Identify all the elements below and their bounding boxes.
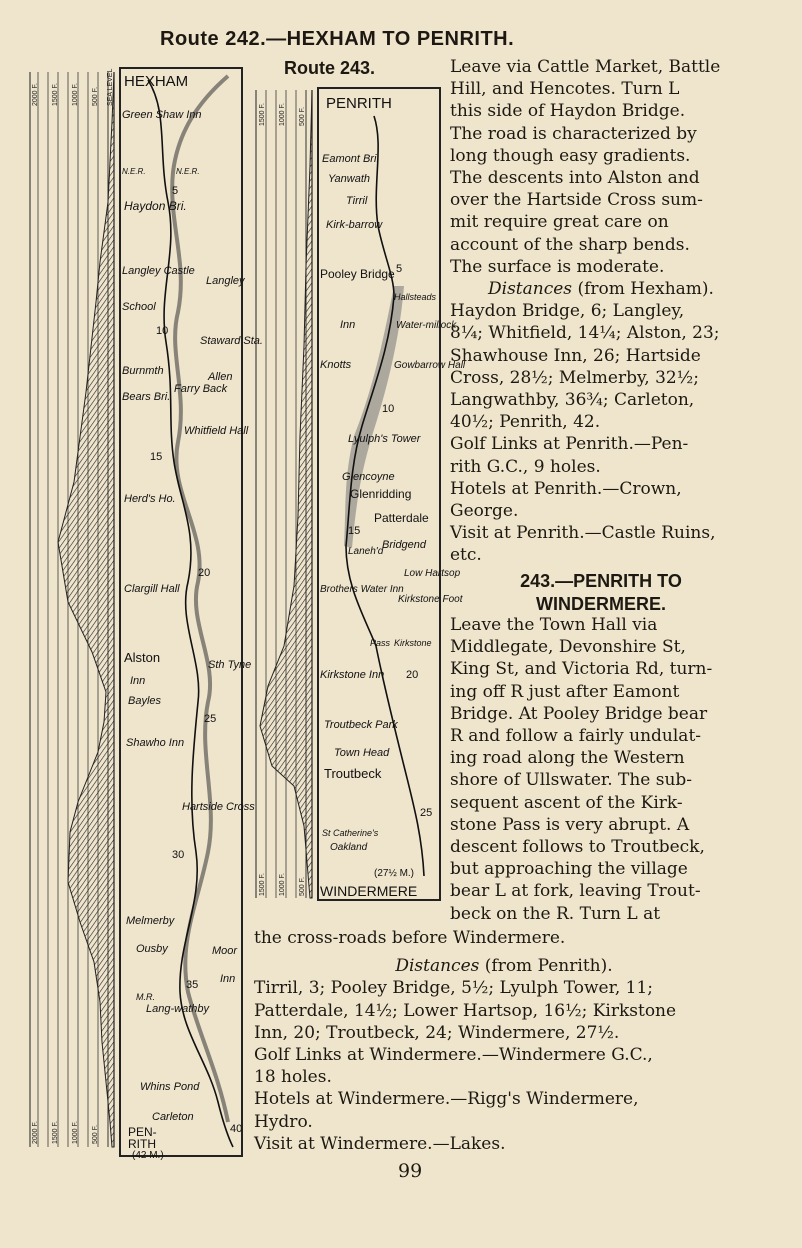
- text-line: beck on the R. Turn L at: [450, 903, 661, 924]
- place-label: Langley Castle: [122, 265, 195, 277]
- place-label: Staward Sta.: [200, 335, 263, 347]
- distance-line: 8¼; Whitfield, 14¼; Alston, 23;: [450, 323, 720, 344]
- elev-label: 1500 F.: [259, 103, 266, 126]
- place-label: Kirk-barrow: [326, 219, 383, 231]
- text-line: long though easy gradients.: [450, 145, 691, 166]
- place-label: Whins Pond: [140, 1081, 200, 1093]
- place-label: Pooley Bridge: [320, 267, 395, 281]
- elev-label: 2000 F.: [32, 1121, 39, 1144]
- text-line: Middlegate, Devonshire St,: [450, 637, 686, 658]
- text-line: Bridge. At Pooley Bridge bear: [450, 703, 708, 724]
- rail-label: N.E.R.: [176, 167, 200, 176]
- place-label: Langley: [206, 275, 245, 287]
- route-242-description: [450, 56, 752, 567]
- heading-line: WINDERMERE.: [536, 594, 666, 614]
- place-label: Carleton: [152, 1111, 194, 1123]
- place-label: Pass: [370, 638, 391, 648]
- place-start: PENRITH: [326, 95, 392, 112]
- place-label: Herd's Ho.: [124, 493, 176, 505]
- route-243-label: Route 243.: [284, 58, 376, 78]
- place-label: Knotts: [320, 359, 352, 371]
- place-label: Inn: [130, 675, 146, 687]
- elev-label: 500 F.: [92, 86, 99, 106]
- distances-from: (from Penrith).: [484, 956, 613, 977]
- visit-line: etc.: [450, 545, 482, 566]
- mile-marker: 20: [198, 567, 211, 579]
- distances-label: Distances: [395, 956, 480, 977]
- mile-marker: 40: [230, 1123, 243, 1135]
- distances-heading: [450, 278, 752, 300]
- place-label: Inn: [220, 973, 236, 985]
- place-label: School: [122, 301, 156, 313]
- elevation-profile-243: [256, 90, 312, 898]
- mile-marker: 5: [396, 263, 403, 275]
- text-line: Leave via Cattle Market, Battle: [450, 57, 721, 77]
- total-distance: (42 M.): [132, 1150, 164, 1161]
- place-label: Glenridding: [350, 487, 412, 501]
- golf-line: rith G.C., 9 holes.: [450, 456, 601, 477]
- hotels-line: George.: [450, 501, 519, 522]
- place-label: Kirkstone Foot: [398, 594, 463, 605]
- route-242-title: Route 242.—HEXHAM TO PENRITH.: [160, 28, 515, 50]
- mile-marker: 10: [156, 325, 169, 337]
- mile-marker: 30: [172, 849, 185, 861]
- text-line: shore of Ullswater. The sub-: [450, 770, 693, 791]
- elev-label: 2000 F.: [32, 83, 39, 106]
- place-label: Tirril: [346, 195, 368, 207]
- elev-label: 1500 F.: [52, 83, 59, 106]
- route-243-description: [450, 614, 752, 925]
- place-label: Glencoyne: [342, 471, 395, 483]
- elev-label: 500 F.: [299, 876, 306, 896]
- place-label: Lang-wathby: [146, 1003, 209, 1015]
- text-line: the cross-roads before Windermere.: [254, 928, 566, 948]
- hotels-line: Hotels at Penrith.—Crown,: [450, 478, 682, 499]
- place-label: Laneh'd: [348, 546, 384, 557]
- route-243-details: [254, 927, 754, 1155]
- elevation-profile-242: [30, 72, 114, 1147]
- text-line: sequent ascent of the Kirk-: [450, 792, 683, 813]
- distance-line: Haydon Bridge, 6; Langley,: [450, 301, 685, 322]
- text-line: ing road along the Western: [450, 748, 685, 769]
- mile-marker: 25: [204, 713, 217, 725]
- distance-line: Tirril, 3; Pooley Bridge, 5½; Lyulph Tower, 11;: [254, 978, 654, 999]
- elev-label: 1000 F.: [72, 1121, 79, 1144]
- rail-label: N.E.R.: [122, 167, 146, 176]
- hotels-line: Hotels at Windermere.—Rigg's Windermere,: [254, 1089, 639, 1110]
- place-label: Brothers Water Inn: [320, 584, 404, 595]
- distances-heading: [254, 955, 754, 977]
- elev-label: 500 F.: [92, 1124, 99, 1144]
- place-label: Burnmth: [122, 365, 164, 377]
- mile-marker: 15: [150, 451, 163, 463]
- text-line: bear L at fork, leaving Trout-: [450, 881, 701, 902]
- place-end: PEN-: [128, 1125, 157, 1139]
- place-label: Allen: [208, 371, 233, 383]
- elev-label: 1000 F.: [279, 873, 286, 896]
- elev-label: 1000 F.: [279, 103, 286, 126]
- place-label: Alston: [124, 650, 161, 665]
- mile-marker: 35: [186, 979, 199, 991]
- place-label: Troutbeck Park: [324, 719, 398, 731]
- place-label: Farry Back: [174, 383, 228, 395]
- place-end: WINDERMERE: [320, 883, 418, 899]
- place-label: Green Shaw Inn: [122, 109, 202, 121]
- place-end: RITH: [128, 1137, 156, 1151]
- route-242-strip-map: [28, 62, 263, 1161]
- place-label: Kirkstone Inn: [320, 669, 385, 681]
- place-label: Bayles: [128, 695, 162, 707]
- place-label: Patterdale: [374, 511, 429, 525]
- mile-marker: 20: [406, 669, 419, 681]
- distance-line: Cross, 28½; Melmerby, 32½;: [450, 367, 699, 388]
- place-label: St Catherine's: [322, 828, 379, 838]
- place-label: Yanwath: [328, 173, 370, 185]
- distance-line: 40½; Penrith, 42.: [450, 412, 601, 433]
- place-label: Sth Tyne: [208, 659, 252, 671]
- text-line: Leave the Town Hall via: [450, 615, 658, 635]
- distance-line: Shawhouse Inn, 26; Hartside: [450, 345, 701, 366]
- place-start: HEXHAM: [124, 73, 189, 90]
- place-label: Melmerby: [126, 915, 175, 927]
- distance-line: Langwathby, 36¾; Carleton,: [450, 390, 695, 411]
- heading-line: 243.—PENRITH TO: [520, 571, 682, 591]
- place-label: Haydon Bri.: [124, 199, 187, 213]
- place-label: Lyulph's Tower: [348, 433, 421, 445]
- text-line: account of the sharp bends.: [450, 234, 690, 255]
- elev-label: 1500 F.: [259, 873, 266, 896]
- text-line: Hill, and Hencotes. Turn L: [450, 79, 680, 100]
- mile-marker: 10: [382, 403, 395, 415]
- golf-line: Golf Links at Windermere.—Windermere G.C.,: [254, 1045, 653, 1066]
- place-label: Water-millock: [396, 320, 457, 331]
- place-label: Troutbeck: [324, 766, 382, 781]
- place-label: Bears Bri.: [122, 391, 171, 403]
- mile-marker: 25: [420, 807, 433, 819]
- place-label: Moor: [212, 945, 238, 957]
- place-label: Clargill Hall: [124, 583, 180, 595]
- distances-from: (from Hexham).: [577, 279, 714, 300]
- distances-label: Distances: [488, 279, 573, 300]
- distance-line: Inn, 20; Troutbeck, 24; Windermere, 27½.: [254, 1022, 620, 1043]
- text-line: ing off R just after Eamont: [450, 681, 680, 702]
- elev-label: 1500 F.: [52, 1121, 59, 1144]
- place-label: Oakland: [330, 842, 368, 853]
- place-label: Hartside Cross: [182, 801, 255, 813]
- golf-line: 18 holes.: [254, 1067, 332, 1088]
- place-label: Whitfield Hall: [184, 425, 249, 437]
- mile-marker: 15: [348, 525, 361, 537]
- elev-label: 500 F.: [299, 106, 306, 126]
- visit-line: Visit at Penrith.—Castle Ruins,: [450, 523, 716, 544]
- place-label: Town Head: [334, 747, 390, 759]
- page-number: 99: [398, 1160, 423, 1182]
- distance-line: Patterdale, 14½; Lower Hartsop, 16½; Kirkstone: [254, 1000, 677, 1021]
- text-line: descent follows to Troutbeck,: [450, 837, 705, 858]
- place-label: M.R.: [136, 992, 155, 1002]
- text-line: this side of Haydon Bridge.: [450, 101, 686, 122]
- hotels-line: Hydro.: [254, 1111, 313, 1132]
- text-line: mit require great care on: [450, 212, 669, 233]
- visit-line: Visit at Windermere.—Lakes.: [254, 1133, 506, 1154]
- elev-label: 1000 F.: [72, 83, 79, 106]
- place-label: Bridgend: [382, 539, 427, 551]
- text-line: The road is characterized by: [450, 123, 697, 144]
- text-line: R and follow a fairly undulat-: [450, 726, 702, 747]
- place-label: Kirkstone: [394, 638, 432, 648]
- place-label: Ousby: [136, 943, 168, 955]
- text-line: but approaching the village: [450, 859, 688, 880]
- text-line: The descents into Alston and: [450, 168, 700, 189]
- place-label: Low Hartsop: [404, 568, 461, 579]
- route-243-heading: [450, 570, 752, 616]
- text-line: The surface is moderate.: [450, 256, 665, 277]
- text-line: stone Pass is very abrupt. A: [450, 814, 690, 835]
- text-line: King St, and Victoria Rd, turn-: [450, 659, 713, 680]
- place-label: Inn: [340, 319, 356, 331]
- place-label: Gowbarrow Hall: [394, 360, 466, 371]
- elev-label: SEA LEVEL: [107, 68, 114, 106]
- place-label: Shawho Inn: [126, 737, 185, 749]
- golf-line: Golf Links at Penrith.—Pen-: [450, 434, 689, 455]
- text-line: over the Hartside Cross sum-: [450, 190, 703, 211]
- place-label: Hallsteads: [394, 292, 437, 302]
- place-label: Eamont Bri.: [322, 153, 380, 165]
- total-distance: (27½ M.): [374, 868, 415, 879]
- mile-marker: 5: [172, 185, 179, 197]
